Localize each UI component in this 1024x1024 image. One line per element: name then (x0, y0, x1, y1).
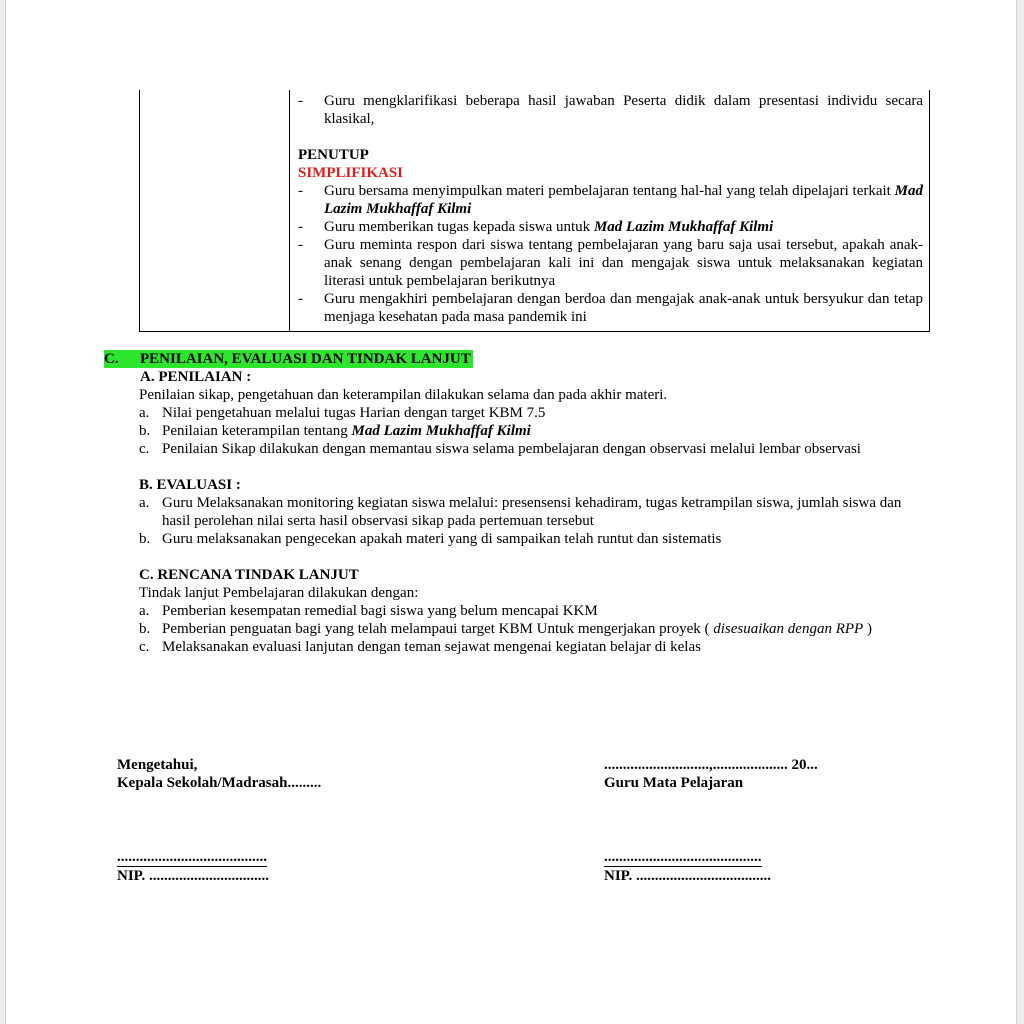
section-letter: C. (104, 351, 119, 367)
signature-left-name: ........................................ (117, 849, 267, 865)
signature-right-name: .......................................... (604, 849, 762, 865)
section-c (104, 350, 924, 656)
signature-left-name-block (117, 848, 269, 885)
table-cell-content (298, 92, 923, 326)
list-item-text: Guru melaksanakan pengecekan apakah materi yang di sampaikan telah runtut dan sistematis (162, 531, 722, 547)
list-marker: b. (139, 621, 151, 637)
list-item-text: Pemberian kesempatan remedial bagi siswa yang belum mencapai KKM (162, 603, 598, 619)
list-dash: - (298, 237, 303, 253)
list-dash: - (298, 291, 303, 307)
list-marker: b. (139, 423, 151, 439)
list-item-text: Nilai pengetahuan melalui tugas Harian dengan target KBM 7.5 (162, 405, 546, 421)
list-dash: - (298, 219, 303, 235)
list-item (139, 404, 924, 422)
penilaian-body (104, 386, 924, 656)
list-item (298, 218, 923, 236)
list-marker: a. (139, 495, 150, 511)
list-dash: - (298, 93, 303, 109)
list-item-text: Pemberian penguatan bagi yang telah melampaui target KBM Untuk mengerjakan proyek ( (162, 621, 714, 637)
list-marker: c. (139, 639, 150, 655)
list-item-text: Guru Melaksanakan monitoring kegiatan siswa melalui: presensensi kehadiram, tugas ketrampilan siswa, jumlah siswa dan hasil perolehan nilai serta hasil observasi sikap pada pertemuan tersebut (162, 495, 902, 529)
list-item (298, 290, 923, 326)
signature-right-name-block (604, 848, 771, 885)
list-item-text: Guru bersama menyimpulkan materi pembelajaran tentang hal-hal yang telah dipelajari terkait (324, 183, 895, 199)
signature-left-role: Kepala Sekolah/Madrasah......... (117, 775, 322, 791)
list-item-text: Guru mengklarifikasi beberapa hasil jawaban Peserta didik dalam presentasi individu secara klasikal, (324, 93, 923, 127)
list-item (139, 422, 924, 440)
list-marker: b. (139, 531, 151, 547)
list-marker: c. (139, 441, 150, 457)
list-marker: a. (139, 603, 150, 619)
list-item (139, 530, 924, 548)
list-item-text: Penilaian Sikap dilakukan dengan memantau siswa selama pembelajaran dengan observasi melalui lembar observasi (162, 441, 861, 457)
list-item-text: Melaksanakan evaluasi lanjutan dengan teman sejawat mengenai kegiatan belajar di kelas (162, 639, 701, 655)
list-item-emphasis: Mad Lazim Mukhaffaf Kilmi (351, 423, 531, 439)
simplifikasi-heading: SIMPLIFIKASI (298, 165, 404, 181)
signature-left (117, 756, 321, 792)
list-marker: a. (139, 405, 150, 421)
section-c-heading (104, 350, 473, 368)
signature-right (604, 756, 818, 792)
list-item-emphasis: Mad Lazim Mukhaffaf Kilmi (593, 219, 774, 235)
list-item (298, 182, 923, 218)
list-item-emphasis: disesuaikan dengan RPP (713, 621, 864, 637)
list-item-text: Guru mengakhiri pembelajaran dengan berdoa dan mengajak anak-anak untuk bersyukur dan tetap menjaga kesehatan pada masa pandemik ini (324, 291, 923, 325)
table-column-divider (289, 90, 290, 331)
rencana-heading: C. RENCANA TINDAK LANJUT (139, 567, 359, 583)
list-dash: - (298, 183, 303, 199)
list-item (139, 602, 924, 620)
list-item (139, 638, 924, 656)
signature-left-label: Mengetahui, (117, 757, 198, 773)
section-title: PENILAIAN, EVALUASI DAN TINDAK LANJUT (140, 351, 471, 367)
list-item (139, 620, 924, 638)
signature-left-nip: NIP. ................................ (117, 868, 269, 884)
list-item-text: Penilaian keterampilan tentang (162, 423, 352, 439)
penutup-heading: PENUTUP (298, 147, 369, 163)
list-item (298, 236, 923, 290)
signature-right-nip: NIP. .................................... (604, 868, 771, 884)
signature-right-role: Guru Mata Pelajaran (604, 775, 744, 791)
penilaian-intro: Penilaian sikap, pengetahuan dan keterampilan dilakukan selama dan pada akhir materi. (139, 387, 668, 403)
list-item-text-suffix: ) (863, 621, 872, 637)
list-item (139, 440, 924, 458)
penilaian-heading: A. PENILAIAN : (140, 369, 252, 385)
evaluasi-heading: B. EVALUASI : (139, 477, 241, 493)
rencana-intro: Tindak lanjut Pembelajaran dilakukan dengan: (139, 585, 419, 601)
signature-right-date: ............................,.................... 20... (604, 757, 818, 773)
document-page (6, 0, 1016, 1024)
list-item-emphasis: Mad Lazim Mukhaffaf Kilmi (324, 183, 923, 217)
list-item-text: Guru meminta respon dari siswa tentang pembelajaran yang baru saja usai tersebut, apakah anak-anak senang dengan pembelajaran kali ini dan mengajak siswa untuk melaksanakan kegiatan literasi untuk pembelajaran berikutnya (324, 237, 923, 289)
list-item (139, 494, 924, 530)
list-item (298, 92, 923, 128)
activity-table (139, 90, 930, 332)
list-item-text: Guru memberikan tugas kepada siswa untuk (324, 219, 594, 235)
